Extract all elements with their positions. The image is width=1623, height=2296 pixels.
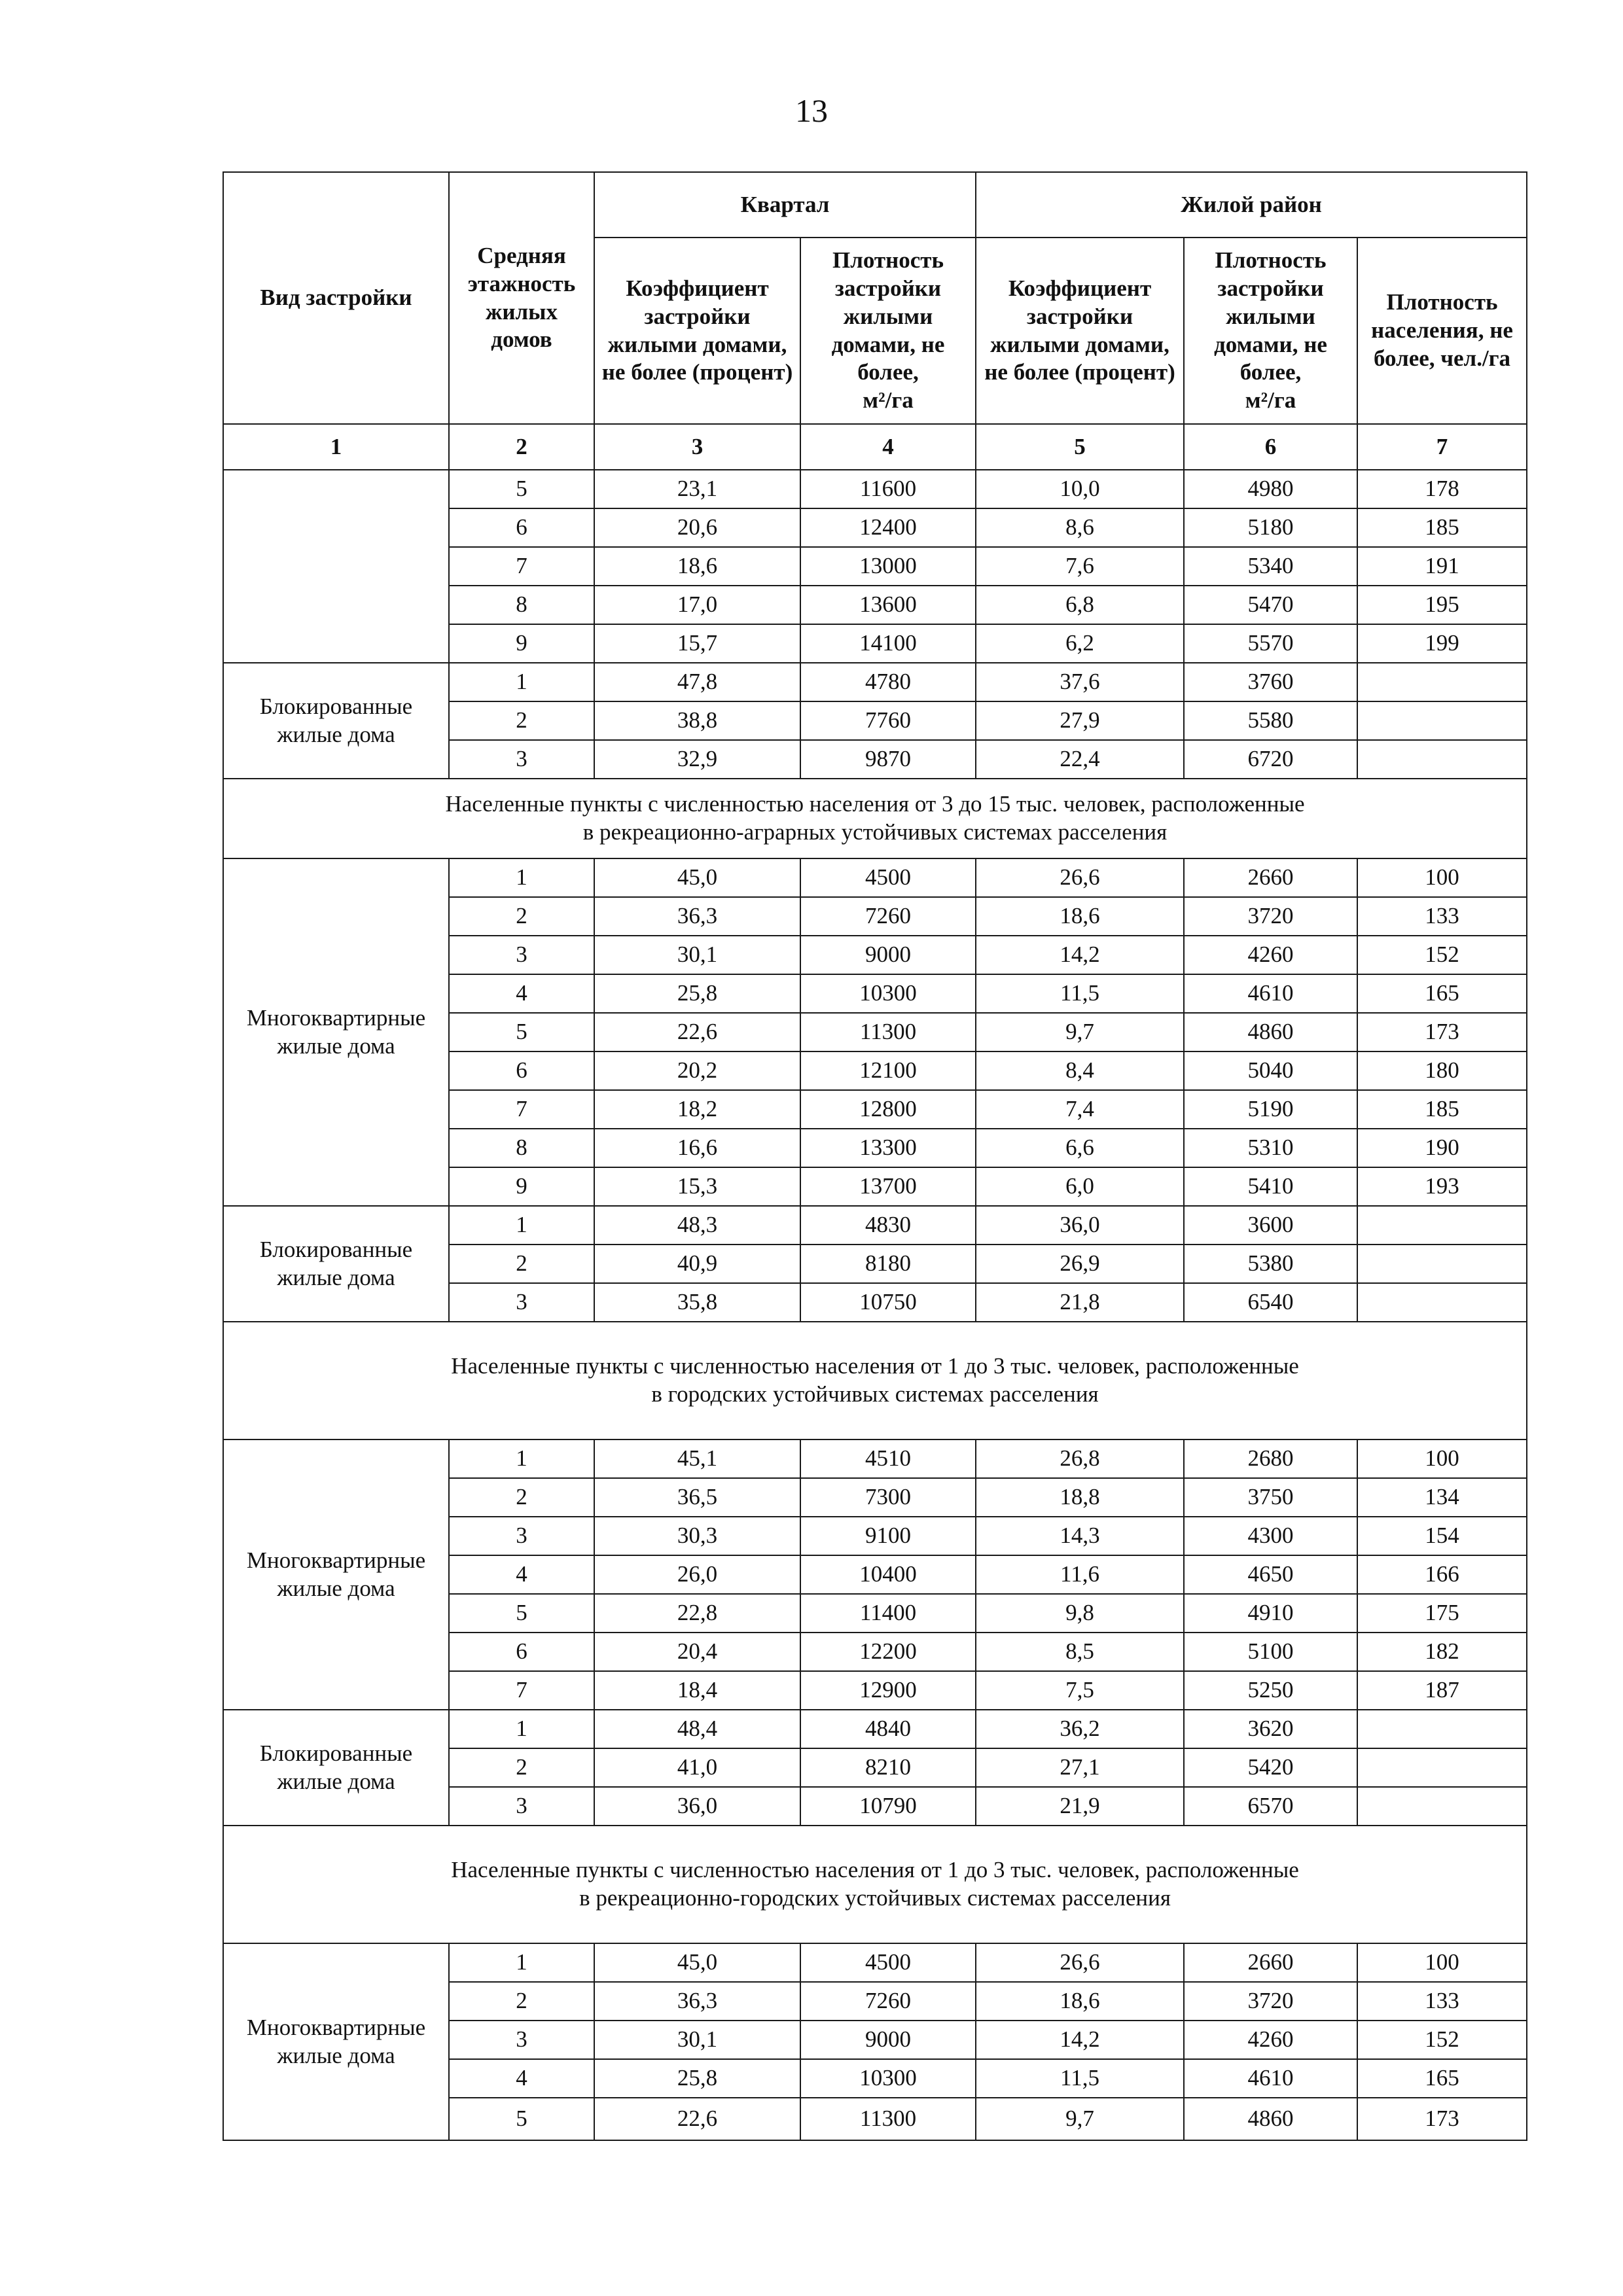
header-avg-floors: Средняя этажность жилых домов xyxy=(449,172,594,424)
header-building-type: Вид застройки xyxy=(223,172,449,424)
table-cell: 7 xyxy=(449,547,594,586)
table-cell: 4910 xyxy=(1184,1594,1357,1633)
table-cell: 4 xyxy=(449,2059,594,2098)
header-kvartal-coefficient: Коэффициент застройки жилыми домами, не более (процент) xyxy=(594,238,800,424)
table-cell: 5380 xyxy=(1184,1245,1357,1283)
table-cell: 15,3 xyxy=(594,1167,800,1206)
table-cell: 14,3 xyxy=(976,1517,1184,1555)
table-cell: 3760 xyxy=(1184,663,1357,701)
table-cell: 30,3 xyxy=(594,1517,800,1555)
table-cell: 22,8 xyxy=(594,1594,800,1633)
table-cell: 178 xyxy=(1357,470,1527,508)
table-cell: 1 xyxy=(449,1439,594,1478)
table-cell: 3600 xyxy=(1184,1206,1357,1245)
table-cell: 199 xyxy=(1357,624,1527,663)
table-cell: 6540 xyxy=(1184,1283,1357,1322)
table-cell: 3 xyxy=(449,1787,594,1826)
table-cell: 26,9 xyxy=(976,1245,1184,1283)
section-heading-line: в рекреационно-аграрных устойчивых системах расселения xyxy=(582,819,1168,845)
table-cell: 2680 xyxy=(1184,1439,1357,1478)
table-cell: 3720 xyxy=(1184,1982,1357,2021)
table-cell: 22,6 xyxy=(594,1013,800,1051)
table-cell xyxy=(1357,701,1527,740)
table-cell: 5 xyxy=(449,1013,594,1051)
table-cell: 36,3 xyxy=(594,1982,800,2021)
table-cell: 6 xyxy=(449,1051,594,1090)
table-cell: 45,1 xyxy=(594,1439,800,1478)
table-cell: 15,7 xyxy=(594,624,800,663)
table-cell: 36,0 xyxy=(976,1206,1184,1245)
table-cell: 1 xyxy=(449,858,594,897)
table-cell: 5420 xyxy=(1184,1748,1357,1787)
table-cell: 3 xyxy=(449,740,594,779)
table-cell: 10,0 xyxy=(976,470,1184,508)
table-cell: 2 xyxy=(449,897,594,936)
column-number: 2 xyxy=(449,424,594,470)
section-heading xyxy=(223,1322,1527,1439)
table-cell: 152 xyxy=(1357,2021,1527,2059)
table-cell: 25,8 xyxy=(594,974,800,1013)
table-cell: 5 xyxy=(449,1594,594,1633)
table-cell: 195 xyxy=(1357,586,1527,624)
table-cell: 190 xyxy=(1357,1129,1527,1167)
table-cell: 21,9 xyxy=(976,1787,1184,1826)
density-table xyxy=(223,171,1527,2141)
table-cell: 48,3 xyxy=(594,1206,800,1245)
table-cell: 5040 xyxy=(1184,1051,1357,1090)
table-cell: 180 xyxy=(1357,1051,1527,1090)
table-cell: 3 xyxy=(449,1517,594,1555)
table-cell: 37,6 xyxy=(976,663,1184,701)
table-cell: 11600 xyxy=(800,470,976,508)
table-cell: 5340 xyxy=(1184,547,1357,586)
table-cell: 13000 xyxy=(800,547,976,586)
table-row xyxy=(223,470,1527,508)
table-cell: 4610 xyxy=(1184,2059,1357,2098)
table-cell: 26,8 xyxy=(976,1439,1184,1478)
table-cell: 45,0 xyxy=(594,858,800,897)
header-district-coefficient: Коэффициент застройки жилыми домами, не более (процент) xyxy=(976,238,1184,424)
building-type-cell: Многоквартирные жилые дома xyxy=(223,1943,449,2140)
table-cell: 134 xyxy=(1357,1478,1527,1517)
table-cell: 18,2 xyxy=(594,1090,800,1129)
table-cell: 100 xyxy=(1357,1439,1527,1478)
table-cell: 26,6 xyxy=(976,858,1184,897)
table-cell: 3 xyxy=(449,1283,594,1322)
table-cell: 4500 xyxy=(800,858,976,897)
table-cell: 3720 xyxy=(1184,897,1357,936)
table-cell: 5580 xyxy=(1184,701,1357,740)
table-cell: 5 xyxy=(449,470,594,508)
table-cell: 8,5 xyxy=(976,1633,1184,1671)
table-cell: 20,6 xyxy=(594,508,800,547)
table-cell: 4500 xyxy=(800,1943,976,1982)
header-district-density xyxy=(1184,238,1357,424)
table-cell: 187 xyxy=(1357,1671,1527,1710)
column-number: 3 xyxy=(594,424,800,470)
table-cell: 41,0 xyxy=(594,1748,800,1787)
header-group-residential-district: Жилой район xyxy=(976,172,1527,238)
section-heading-line: Населенные пункты с численностью населения от 1 до 3 тыс. человек, расположенные xyxy=(451,1857,1299,1883)
table-cell xyxy=(1357,1710,1527,1748)
table-cell: 2660 xyxy=(1184,1943,1357,1982)
table-cell: 133 xyxy=(1357,897,1527,936)
table-cell: 8180 xyxy=(800,1245,976,1283)
header-kvartal-density-text: Плотность застройки жилыми домами, не более, xyxy=(831,247,945,385)
table-cell: 2 xyxy=(449,1982,594,2021)
table-cell: 36,2 xyxy=(976,1710,1184,1748)
table-cell: 9,7 xyxy=(976,2098,1184,2140)
table-cell: 10750 xyxy=(800,1283,976,1322)
table-cell: 11,5 xyxy=(976,974,1184,1013)
table-cell: 7260 xyxy=(800,1982,976,2021)
building-type-cell: Блокированные жилые дома xyxy=(223,1710,449,1826)
table-cell: 165 xyxy=(1357,2059,1527,2098)
table-cell: 36,3 xyxy=(594,897,800,936)
table-cell: 1 xyxy=(449,1206,594,1245)
table-cell: 154 xyxy=(1357,1517,1527,1555)
building-type-cell-continued xyxy=(223,470,449,663)
table-cell xyxy=(1357,1245,1527,1283)
section-heading-line: Населенные пункты с численностью населения от 1 до 3 тыс. человек, расположенные xyxy=(451,1353,1299,1379)
table-cell: 9000 xyxy=(800,936,976,974)
table-cell: 12100 xyxy=(800,1051,976,1090)
table-cell: 6570 xyxy=(1184,1787,1357,1826)
table-cell: 8 xyxy=(449,586,594,624)
table-cell: 165 xyxy=(1357,974,1527,1013)
table-cell: 5190 xyxy=(1184,1090,1357,1129)
table-cell: 9870 xyxy=(800,740,976,779)
table-cell: 173 xyxy=(1357,2098,1527,2140)
table-cell: 13600 xyxy=(800,586,976,624)
table-cell: 23,1 xyxy=(594,470,800,508)
column-number: 1 xyxy=(223,424,449,470)
header-group-kvartal: Квартал xyxy=(594,172,976,238)
header-district-density-unit: м²/га xyxy=(1245,387,1296,413)
table-cell: 3 xyxy=(449,2021,594,2059)
column-number: 7 xyxy=(1357,424,1527,470)
table-cell: 18,6 xyxy=(976,897,1184,936)
table-cell: 48,4 xyxy=(594,1710,800,1748)
table-cell: 10400 xyxy=(800,1555,976,1594)
table-cell: 36,0 xyxy=(594,1787,800,1826)
table-cell: 30,1 xyxy=(594,2021,800,2059)
table-cell: 14100 xyxy=(800,624,976,663)
table-cell: 38,8 xyxy=(594,701,800,740)
table-cell: 7,5 xyxy=(976,1671,1184,1710)
section-heading xyxy=(223,779,1527,858)
table-cell: 3750 xyxy=(1184,1478,1357,1517)
table-cell: 11,5 xyxy=(976,2059,1184,2098)
table-cell: 35,8 xyxy=(594,1283,800,1322)
table-cell: 12900 xyxy=(800,1671,976,1710)
table-cell: 14,2 xyxy=(976,2021,1184,2059)
table-cell: 26,0 xyxy=(594,1555,800,1594)
header-district-density-text: Плотность застройки жилыми домами, не более, xyxy=(1214,247,1327,385)
table-cell: 4650 xyxy=(1184,1555,1357,1594)
table-cell: 36,5 xyxy=(594,1478,800,1517)
table-cell: 7 xyxy=(449,1671,594,1710)
table-cell: 4510 xyxy=(800,1439,976,1478)
table-cell: 11400 xyxy=(800,1594,976,1633)
table-body xyxy=(223,470,1527,2140)
table-row xyxy=(223,858,1527,897)
table-cell: 25,8 xyxy=(594,2059,800,2098)
table-cell: 10300 xyxy=(800,2059,976,2098)
table-cell xyxy=(1357,1206,1527,1245)
table-cell: 21,8 xyxy=(976,1283,1184,1322)
table-cell: 45,0 xyxy=(594,1943,800,1982)
table-cell: 8,4 xyxy=(976,1051,1184,1090)
header-kvartal-density-unit: м²/га xyxy=(863,387,914,413)
table-cell: 9,8 xyxy=(976,1594,1184,1633)
table-cell: 193 xyxy=(1357,1167,1527,1206)
table-cell: 22,6 xyxy=(594,2098,800,2140)
table-cell: 3620 xyxy=(1184,1710,1357,1748)
section-heading-row xyxy=(223,1322,1527,1439)
table-cell: 8 xyxy=(449,1129,594,1167)
building-type-cell: Блокированные жилые дома xyxy=(223,1206,449,1322)
table-cell: 9 xyxy=(449,1167,594,1206)
section-heading xyxy=(223,1826,1527,1943)
table-cell: 16,6 xyxy=(594,1129,800,1167)
table-cell: 10300 xyxy=(800,974,976,1013)
header-population-density: Плотность населения, не более, чел./га xyxy=(1357,238,1527,424)
building-type-cell: Блокированные жилые дома xyxy=(223,663,449,779)
table-cell: 32,9 xyxy=(594,740,800,779)
table-cell xyxy=(1357,1283,1527,1322)
table-cell: 7760 xyxy=(800,701,976,740)
table-cell: 6,8 xyxy=(976,586,1184,624)
table-cell: 185 xyxy=(1357,508,1527,547)
header-kvartal-density xyxy=(800,238,976,424)
table-cell: 12200 xyxy=(800,1633,976,1671)
table-cell xyxy=(1357,1748,1527,1787)
table-cell: 14,2 xyxy=(976,936,1184,974)
table-row xyxy=(223,663,1527,701)
table-cell: 9 xyxy=(449,624,594,663)
table-cell: 27,1 xyxy=(976,1748,1184,1787)
table-cell: 9000 xyxy=(800,2021,976,2059)
table-cell: 173 xyxy=(1357,1013,1527,1051)
table-cell: 2660 xyxy=(1184,858,1357,897)
table-cell: 7,6 xyxy=(976,547,1184,586)
table-cell: 5310 xyxy=(1184,1129,1357,1167)
section-heading-line: Населенные пункты с численностью населения от 3 до 15 тыс. человек, расположенные xyxy=(445,791,1305,817)
table-cell: 6720 xyxy=(1184,740,1357,779)
table-cell: 4780 xyxy=(800,663,976,701)
table-row xyxy=(223,1710,1527,1748)
table-cell: 4840 xyxy=(800,1710,976,1748)
table-cell: 20,2 xyxy=(594,1051,800,1090)
table-cell: 11,6 xyxy=(976,1555,1184,1594)
section-heading-row xyxy=(223,779,1527,858)
table-cell: 5410 xyxy=(1184,1167,1357,1206)
table-cell: 30,1 xyxy=(594,936,800,974)
section-heading-line: в рекреационно-городских устойчивых системах расселения xyxy=(579,1885,1171,1911)
table-row xyxy=(223,1439,1527,1478)
table-cell: 8210 xyxy=(800,1748,976,1787)
table-cell: 27,9 xyxy=(976,701,1184,740)
column-number: 4 xyxy=(800,424,976,470)
table-cell: 18,4 xyxy=(594,1671,800,1710)
table-cell: 185 xyxy=(1357,1090,1527,1129)
table-cell: 4830 xyxy=(800,1206,976,1245)
column-number: 5 xyxy=(976,424,1184,470)
table-cell: 18,6 xyxy=(594,547,800,586)
table-cell: 11300 xyxy=(800,2098,976,2140)
table-cell: 6 xyxy=(449,508,594,547)
table-cell: 20,4 xyxy=(594,1633,800,1671)
header-column-numbers xyxy=(223,424,1527,470)
table-cell: 4610 xyxy=(1184,974,1357,1013)
table-cell: 4860 xyxy=(1184,1013,1357,1051)
table-cell: 8,6 xyxy=(976,508,1184,547)
table-cell: 7,4 xyxy=(976,1090,1184,1129)
table-cell: 22,4 xyxy=(976,740,1184,779)
table-cell: 4260 xyxy=(1184,2021,1357,2059)
section-heading-line: в городских устойчивых системах расселения xyxy=(651,1381,1099,1407)
table-cell: 6,6 xyxy=(976,1129,1184,1167)
table-cell: 6 xyxy=(449,1633,594,1671)
table-cell: 18,6 xyxy=(976,1982,1184,2021)
table-cell: 7260 xyxy=(800,897,976,936)
column-number: 6 xyxy=(1184,424,1357,470)
table-cell: 5250 xyxy=(1184,1671,1357,1710)
table-cell: 182 xyxy=(1357,1633,1527,1671)
table-cell: 13300 xyxy=(800,1129,976,1167)
table-cell: 12800 xyxy=(800,1090,976,1129)
table-cell: 1 xyxy=(449,1943,594,1982)
table-cell: 26,6 xyxy=(976,1943,1184,1982)
table-cell: 100 xyxy=(1357,858,1527,897)
table-cell: 17,0 xyxy=(594,586,800,624)
table-cell: 4300 xyxy=(1184,1517,1357,1555)
table-cell: 1 xyxy=(449,663,594,701)
table-cell: 7 xyxy=(449,1090,594,1129)
table-cell: 6,0 xyxy=(976,1167,1184,1206)
table-cell xyxy=(1357,740,1527,779)
page-number: 13 xyxy=(795,92,828,129)
table-cell: 4980 xyxy=(1184,470,1357,508)
table-cell: 9100 xyxy=(800,1517,976,1555)
table-cell xyxy=(1357,663,1527,701)
table-cell: 191 xyxy=(1357,547,1527,586)
table-cell: 9,7 xyxy=(976,1013,1184,1051)
table-cell: 5570 xyxy=(1184,624,1357,663)
table-cell: 5 xyxy=(449,2098,594,2140)
table-cell: 5100 xyxy=(1184,1633,1357,1671)
table-row xyxy=(223,1943,1527,1982)
table-cell: 4260 xyxy=(1184,936,1357,974)
table-cell: 6,2 xyxy=(976,624,1184,663)
table-cell: 11300 xyxy=(800,1013,976,1051)
building-type-cell: Многоквартирные жилые дома xyxy=(223,1439,449,1710)
table-cell: 166 xyxy=(1357,1555,1527,1594)
table-cell: 5180 xyxy=(1184,508,1357,547)
table-cell: 18,8 xyxy=(976,1478,1184,1517)
building-type-cell: Многоквартирные жилые дома xyxy=(223,858,449,1206)
table-cell: 47,8 xyxy=(594,663,800,701)
table-cell: 152 xyxy=(1357,936,1527,974)
table-cell: 2 xyxy=(449,1748,594,1787)
table-cell: 2 xyxy=(449,1478,594,1517)
table-cell: 2 xyxy=(449,701,594,740)
table-cell: 10790 xyxy=(800,1787,976,1826)
table-cell: 40,9 xyxy=(594,1245,800,1283)
table-cell: 4 xyxy=(449,1555,594,1594)
table-cell: 13700 xyxy=(800,1167,976,1206)
table-cell: 100 xyxy=(1357,1943,1527,1982)
table-row xyxy=(223,1206,1527,1245)
table-cell: 3 xyxy=(449,936,594,974)
table-cell: 12400 xyxy=(800,508,976,547)
table-cell: 7300 xyxy=(800,1478,976,1517)
table-cell: 175 xyxy=(1357,1594,1527,1633)
table-cell: 5470 xyxy=(1184,586,1357,624)
table-cell xyxy=(1357,1787,1527,1826)
table-cell: 2 xyxy=(449,1245,594,1283)
table-cell: 1 xyxy=(449,1710,594,1748)
table-cell: 4860 xyxy=(1184,2098,1357,2140)
table-cell: 133 xyxy=(1357,1982,1527,2021)
table-cell: 4 xyxy=(449,974,594,1013)
section-heading-row xyxy=(223,1826,1527,1943)
